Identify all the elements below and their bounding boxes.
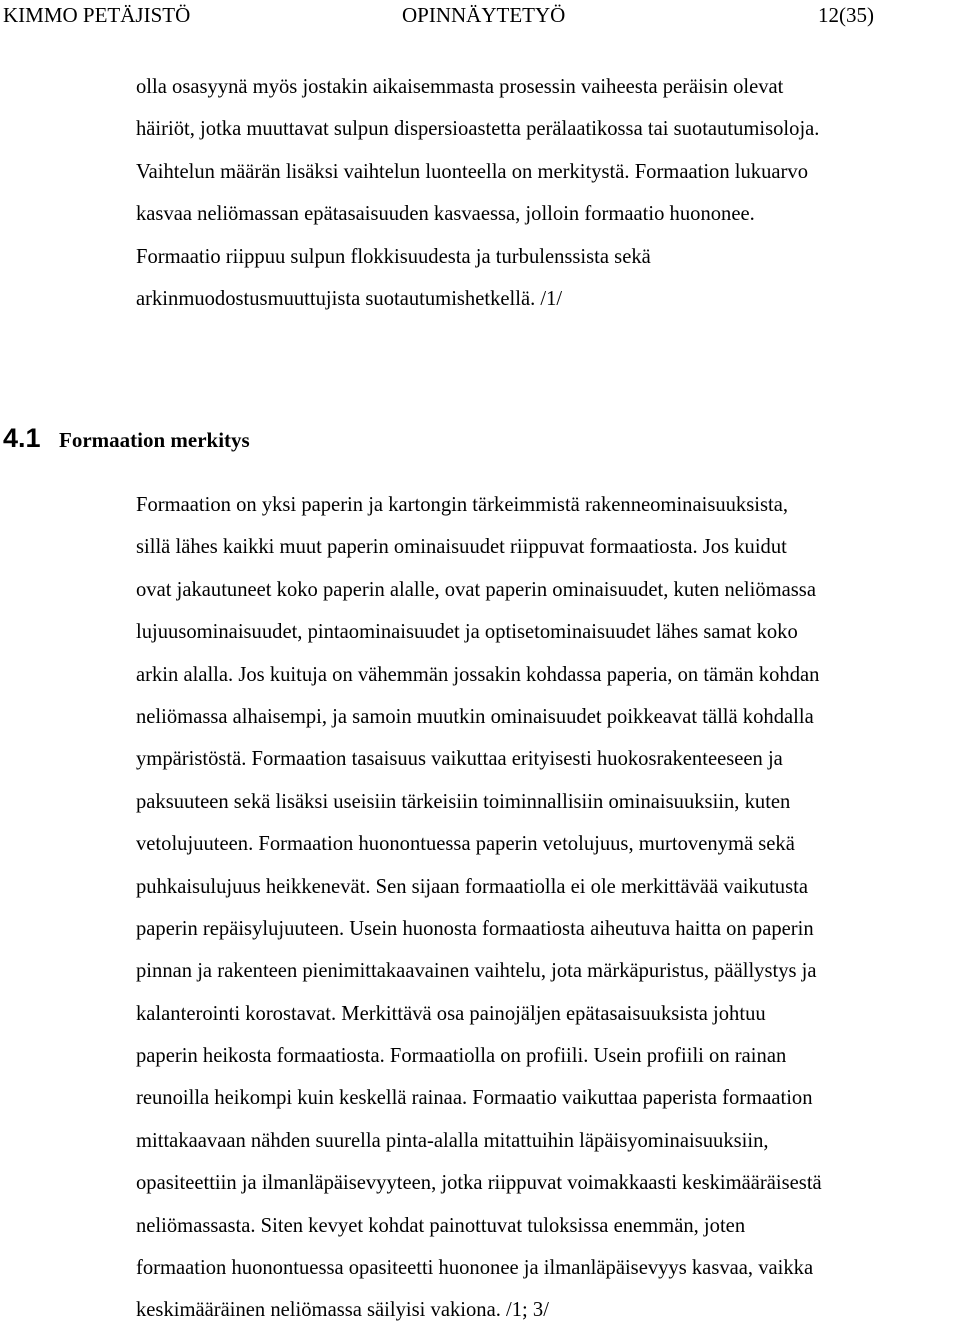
text-line: opasiteettiin ja ilmanläpäisevyyteen, jotka riippuvat voimakkaasti keskimääräisestä — [136, 1172, 822, 1195]
text-line: arkin alalla. Jos kuituja on vähemmän jossakin kohdassa paperia, on tämän kohdan — [136, 663, 820, 686]
intro-paragraph — [136, 66, 960, 320]
text-line: Formaatio riippuu sulpun flokkisuudesta ja turbulenssista sekä — [136, 245, 651, 268]
text-line: arkinmuodostusmuuttujista suotautumishetkellä. /1/ — [136, 287, 563, 310]
text-line: reunoilla heikompi kuin keskellä rainaa. Formaatio vaikuttaa paperista formaation — [136, 1087, 813, 1110]
page-header — [0, 1, 960, 29]
text-line: paperin heikosta formaatiosta. Formaatiolla on profiili. Usein profiili on rainan — [136, 1045, 787, 1068]
text-line: olla osasyynä myös jostakin aikaisemmasta prosessin vaiheesta peräisin olevat — [136, 76, 784, 98]
text-line: Formaation on yksi paperin ja kartongin tärkeimmistä rakenneominaisuuksista, — [136, 494, 788, 516]
text-line: paksuuteen sekä lisäksi useisiin tärkeisiin toiminnallisiin ominaisuuksiin, kuten — [136, 790, 791, 813]
text-line: kasvaa neliömassan epätasaisuuden kasvaessa, jolloin formaatio huononee. — [136, 203, 755, 226]
section-paragraph — [136, 484, 960, 1332]
text-line: häiriöt, jotka muuttavat sulpun dispersioastetta perälaatikossa tai suotautumisoloja. — [136, 118, 820, 141]
text-line: puhkaisulujuus heikkenevät. Sen sijaan formaatiolla ei ole merkittävää vaikutusta — [136, 875, 808, 898]
text-line: vetolujuuteen. Formaation huonontuessa paperin vetolujuus, murtovenymä sekä — [136, 833, 795, 856]
text-line: formaation huonontuessa opasiteetti huononee ja ilmanläpäisevyys kasvaa, vaikka — [136, 1257, 814, 1280]
header-author: KIMMO PETÄJISTÖ — [3, 3, 191, 27]
text-line: keskimääräinen neliömassa säilyisi vakiona. /1; 3/ — [136, 1299, 549, 1322]
section-title: Formaation merkitys — [59, 428, 250, 452]
section-number: 4.1 — [3, 423, 41, 453]
text-line: neliömassa alhaisempi, ja samoin muutkin ominaisuudet poikkeavat tällä kohdalla — [136, 705, 814, 728]
text-line: ympäristöstä. Formaation tasaisuus vaikuttaa erityisesti huokosrakenteeseen ja — [136, 748, 783, 771]
text-line: sillä lähes kaikki muut paperin ominaisuudet riippuvat formaatiosta. Jos kuidut — [136, 536, 787, 559]
text-line: kalanterointi korostavat. Merkittävä osa painojäljen epätasaisuuksista johtuu — [136, 1002, 766, 1025]
text-line: ovat jakautuneet koko paperin alalle, ovat paperin ominaisuudet, kuten neliömassa — [136, 578, 816, 601]
text-line: neliömassasta. Siten kevyet kohdat painottuvat tuloksissa enemmän, joten — [136, 1214, 746, 1237]
text-line: lujuusominaisuudet, pintaominaisuudet ja optisetominaisuudet lähes samat koko — [136, 621, 798, 644]
section-heading — [3, 418, 250, 458]
text-line: Vaihtelun määrän lisäksi vaihtelun luonteella on merkitystä. Formaation lukuarvo — [136, 160, 808, 183]
header-page-number: 12(35) — [818, 3, 874, 27]
header-document-title: OPINNÄYTETYÖ — [402, 3, 566, 27]
text-line: mittakaavaan nähden suurella pinta-alalla mitattuihin läpäisyominaisuuksiin, — [136, 1129, 769, 1152]
text-line: pinnan ja rakenteen pienimittakaavainen vaihtelu, jota märkäpuristus, päällystys ja — [136, 960, 817, 983]
text-line: paperin repäisylujuuteen. Usein huonosta formaatiosta aiheutuva haitta on paperin — [136, 917, 814, 940]
